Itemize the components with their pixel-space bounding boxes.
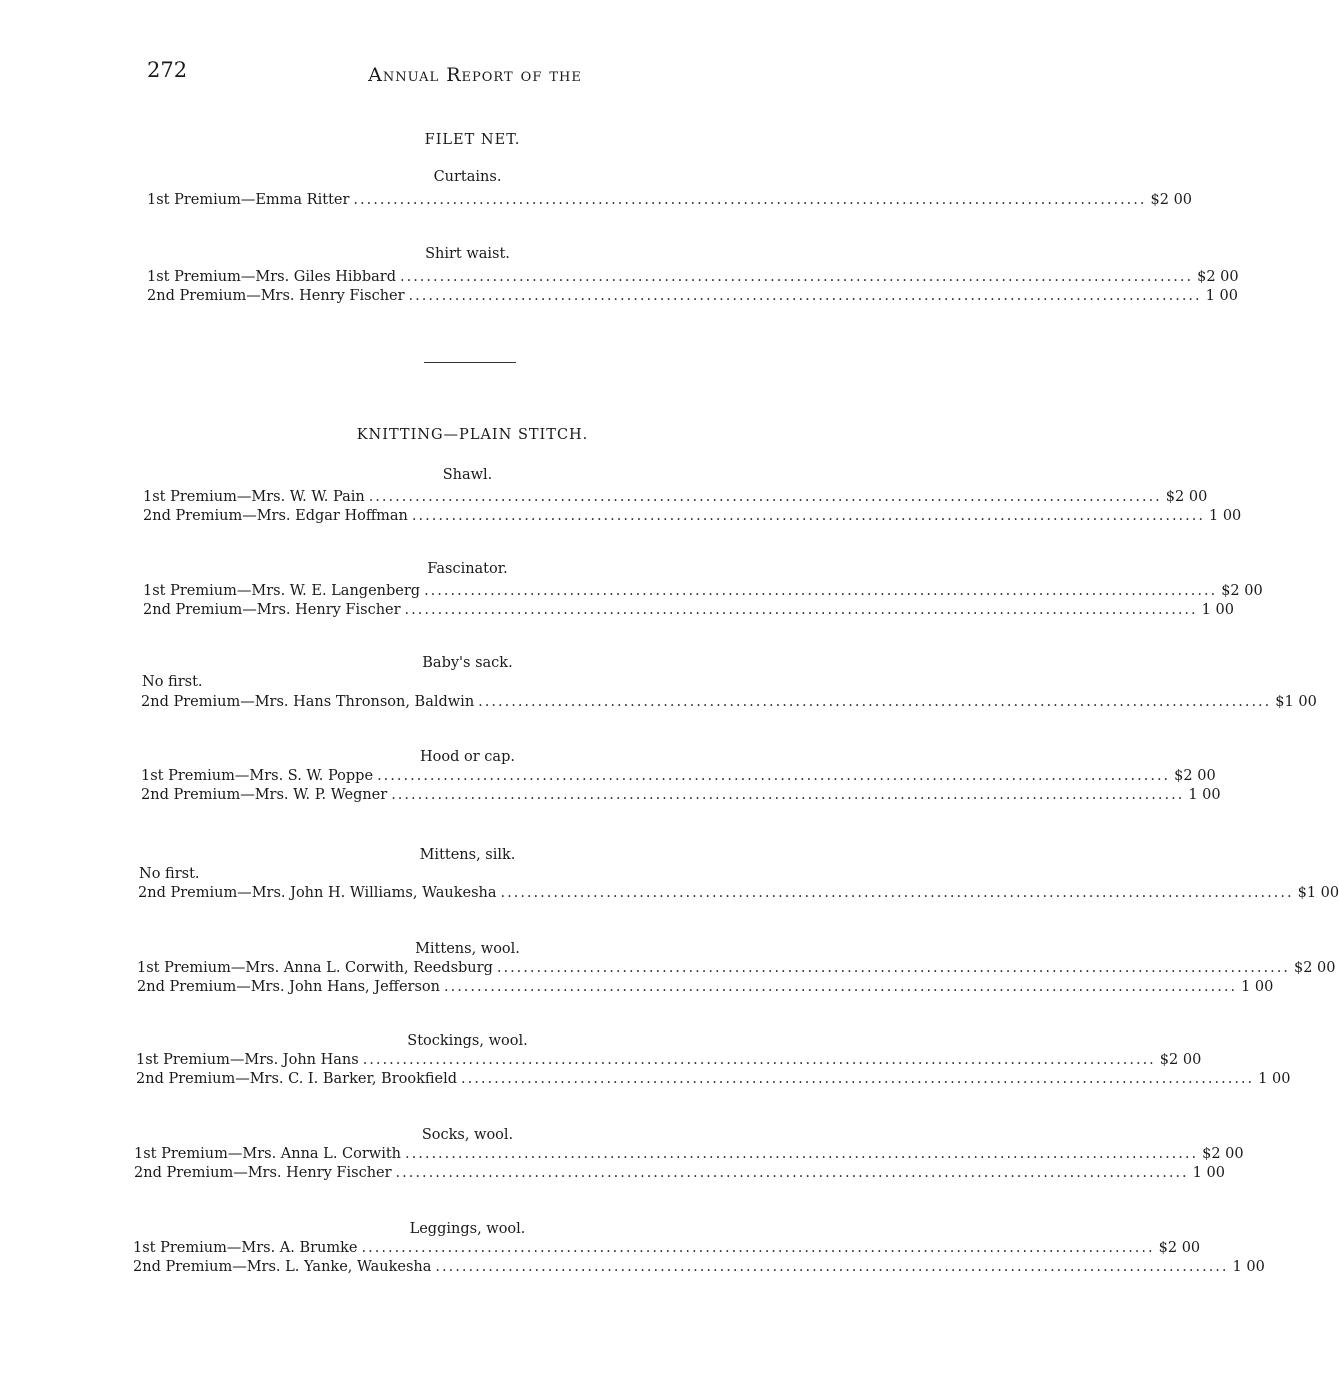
leader-dots: ........................................................................................................................ xyxy=(478,694,1272,710)
premium-amount: $2 00 xyxy=(1150,192,1193,208)
leader-dots: ........................................................................................................................ xyxy=(368,489,1162,505)
premium-row xyxy=(147,268,1239,286)
leader-dots: ........................................................................................................................ xyxy=(361,1240,1155,1256)
category-title: Leggings, wool. xyxy=(409,1221,526,1237)
premium-row xyxy=(136,1051,1202,1069)
premium-row xyxy=(141,693,1317,711)
premium-amount: 1 00 xyxy=(1241,979,1274,995)
leader-dots: ........................................................................................................................ xyxy=(353,192,1147,208)
premium-label: 1st Premium—Mrs. Giles Hibbard xyxy=(147,269,396,285)
section-heading-knitting: KNITTING—PLAIN STITCH. xyxy=(356,427,589,443)
leader-dots: ........................................................................................................................ xyxy=(411,508,1205,524)
premium-label: 2nd Premium—Mrs. Henry Fischer xyxy=(143,602,401,618)
premium-row xyxy=(134,1145,1244,1163)
premium-row xyxy=(137,978,1274,996)
leader-dots: ........................................................................................................................ xyxy=(362,1052,1156,1068)
premium-amount: 1 00 xyxy=(1205,288,1238,304)
premium-label: 2nd Premium—Mrs. C. I. Barker, Brookfield xyxy=(136,1071,458,1087)
premium-label: 2nd Premium—Mrs. Henry Fischer xyxy=(134,1165,392,1181)
premium-amount: 1 00 xyxy=(1201,602,1234,618)
leader-dots: ........................................................................................................................ xyxy=(391,787,1185,803)
premium-label: 2nd Premium—Mrs. John H. Williams, Waukesha xyxy=(138,885,497,901)
category-title: Mittens, wool. xyxy=(415,941,520,957)
premium-label: 1st Premium—Mrs. W. W. Pain xyxy=(143,489,365,505)
premium-label: 1st Premium—Mrs. John Hans xyxy=(136,1052,359,1068)
leader-dots: ........................................................................................................................ xyxy=(404,602,1198,618)
premium-label: 2nd Premium—Mrs. Edgar Hoffman xyxy=(143,508,408,524)
premium-label: 1st Premium—Mrs. A. Brumke xyxy=(133,1240,358,1256)
category-title: Stockings, wool. xyxy=(407,1033,528,1049)
category-title: Curtains. xyxy=(433,169,502,185)
premium-amount: $2 00 xyxy=(1197,269,1239,285)
category-title: Mittens, silk. xyxy=(419,847,516,863)
leader-dots: ........................................................................................................................ xyxy=(399,269,1194,285)
premium-row xyxy=(147,287,1238,305)
leader-dots: ........................................................................................................................ xyxy=(461,1071,1255,1087)
category-title: Baby's sack. xyxy=(422,655,513,671)
premium-row xyxy=(141,767,1216,785)
premium-amount: 1 00 xyxy=(1258,1071,1291,1087)
premium-amount: $2 00 xyxy=(1165,489,1208,505)
category-title: Fascinator. xyxy=(427,561,508,577)
premium-row xyxy=(143,601,1234,619)
premium-label: 2nd Premium—Mrs. L. Yanke, Waukesha xyxy=(133,1259,432,1275)
premium-row xyxy=(133,1239,1201,1257)
premium-amount: $2 00 xyxy=(1293,960,1336,976)
category-title: Shirt waist. xyxy=(425,246,510,262)
premium-label: 1st Premium—Mrs. W. E. Langenberg xyxy=(143,583,421,599)
premium-row xyxy=(143,582,1263,600)
category-title: Hood or cap. xyxy=(420,749,515,765)
premium-row xyxy=(141,786,1221,804)
premium-amount: $2 00 xyxy=(1159,1052,1202,1068)
premium-label: 2nd Premium—Mrs. Hans Thronson, Baldwin xyxy=(141,694,475,710)
premium-label: 2nd Premium—Mrs. John Hans, Jefferson xyxy=(137,979,440,995)
leader-dots: ........................................................................................................................ xyxy=(395,1165,1189,1181)
page-number: 272 xyxy=(147,58,188,82)
no-first-note: No first. xyxy=(139,866,200,882)
premium-amount: $2 00 xyxy=(1221,583,1263,599)
premium-amount: $1 00 xyxy=(1275,694,1317,710)
premium-label: 1st Premium—Mrs. Anna L. Corwith xyxy=(134,1146,402,1162)
premium-amount: $1 00 xyxy=(1297,885,1339,901)
premium-row xyxy=(143,488,1208,506)
premium-amount: $2 00 xyxy=(1202,1146,1244,1162)
premium-row xyxy=(134,1164,1225,1182)
leader-dots: ........................................................................................................................ xyxy=(500,885,1294,901)
leader-dots: ........................................................................................................................ xyxy=(405,1146,1199,1162)
premium-row xyxy=(136,1070,1291,1088)
leader-dots: ........................................................................................................................ xyxy=(496,960,1290,976)
premium-amount: 1 00 xyxy=(1192,1165,1225,1181)
premium-row xyxy=(133,1258,1265,1276)
premium-amount: 1 00 xyxy=(1232,1259,1265,1275)
premium-label: 1st Premium—Emma Ritter xyxy=(147,192,350,208)
premium-amount: 1 00 xyxy=(1188,787,1221,803)
premium-label: 1st Premium—Mrs. Anna L. Corwith, Reedsburg xyxy=(137,960,493,976)
premium-row xyxy=(137,959,1336,977)
leader-dots: ........................................................................................................................ xyxy=(443,979,1238,995)
premium-amount: $2 00 xyxy=(1174,768,1216,784)
premium-row xyxy=(143,507,1242,525)
running-head: Annual Report of the xyxy=(368,64,582,86)
no-first-note: No first. xyxy=(142,674,203,690)
section-divider xyxy=(424,362,516,363)
leader-dots: ........................................................................................................................ xyxy=(435,1259,1229,1275)
premium-label: 1st Premium—Mrs. S. W. Poppe xyxy=(141,768,374,784)
premium-row xyxy=(147,191,1193,209)
leader-dots: ........................................................................................................................ xyxy=(424,583,1218,599)
premium-amount: 1 00 xyxy=(1209,508,1242,524)
premium-row xyxy=(138,884,1339,902)
category-title: Shawl. xyxy=(442,467,493,483)
premium-label: 2nd Premium—Mrs. Henry Fischer xyxy=(147,288,405,304)
leader-dots: ........................................................................................................................ xyxy=(408,288,1202,304)
section-heading-filet: FILET NET. xyxy=(424,132,521,148)
category-title: Socks, wool. xyxy=(421,1127,514,1143)
leader-dots: ........................................................................................................................ xyxy=(377,768,1171,784)
premium-label: 2nd Premium—Mrs. W. P. Wegner xyxy=(141,787,388,803)
premium-amount: $2 00 xyxy=(1158,1240,1201,1256)
